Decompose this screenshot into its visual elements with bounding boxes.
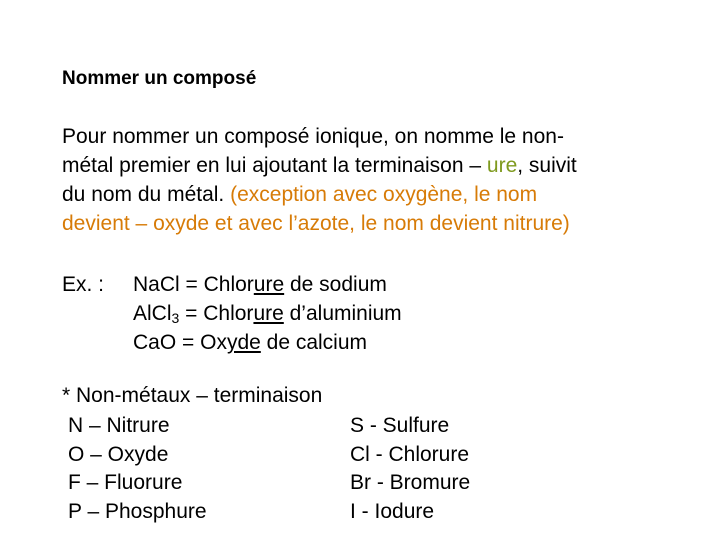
example-row-3 [62, 328, 402, 357]
example-2-formula: AlCl [133, 302, 172, 325]
ure-suffix-highlight: ure [486, 154, 518, 177]
examples-label: Ex. : [62, 273, 105, 296]
page-title: Nommer un composé [62, 68, 257, 89]
nonmetals-left-column [68, 412, 207, 526]
example-2-suffix: ure [253, 302, 284, 325]
paragraph-line-3-text: du nom du métal. [62, 183, 231, 206]
nonmetal-item: P – Phosphure [68, 499, 207, 523]
paragraph-line-2-end: , suivit [517, 154, 577, 177]
nonmetal-item: S - Sulfure [350, 414, 450, 437]
paragraph-line-2 [62, 151, 682, 180]
rule-paragraph [62, 122, 682, 238]
nonmetal-item: N – Nitrure [68, 414, 170, 437]
examples-block [62, 270, 402, 357]
paragraph-line-2-text: métal premier en lui ajoutant la terminaison – [62, 154, 487, 177]
nonmetal-item: O – Oxyde [68, 442, 169, 466]
exception-text-start: (exception avec oxygène, le nom [230, 183, 538, 206]
example-2-rest: d’aluminium [283, 302, 402, 325]
nonmetals-right-column [350, 412, 470, 526]
paragraph-line-1: Pour nommer un composé ionique, on nomme le non- [62, 125, 564, 148]
paragraph-line-3 [62, 180, 682, 209]
nonmetal-item: Cl - Chlorure [350, 442, 470, 466]
example-1-suffix: ure [253, 273, 285, 296]
example-2-formula-b: = Chlor [179, 302, 254, 325]
nonmetals-heading: * Non-métaux – terminaison [62, 384, 323, 407]
example-3-formula: CaO = Ox [133, 331, 227, 354]
example-3-suffix: yde [226, 331, 261, 354]
exception-text-end: devient – oxyde et avec l’azote, le nom devient nitrure) [62, 212, 570, 235]
example-row-2 [62, 299, 402, 328]
nonmetal-item: I - Iodure [350, 499, 435, 523]
example-1-rest: de sodium [284, 273, 387, 296]
nonmetal-item: F – Fluorure [68, 471, 183, 494]
example-1-formula: NaCl = Chlor [133, 273, 254, 296]
example-2-subscript: 3 [171, 310, 180, 326]
example-row-1 [62, 270, 402, 299]
example-3-rest: de calcium [260, 331, 368, 354]
nonmetal-item: Br - Bromure [350, 471, 471, 494]
